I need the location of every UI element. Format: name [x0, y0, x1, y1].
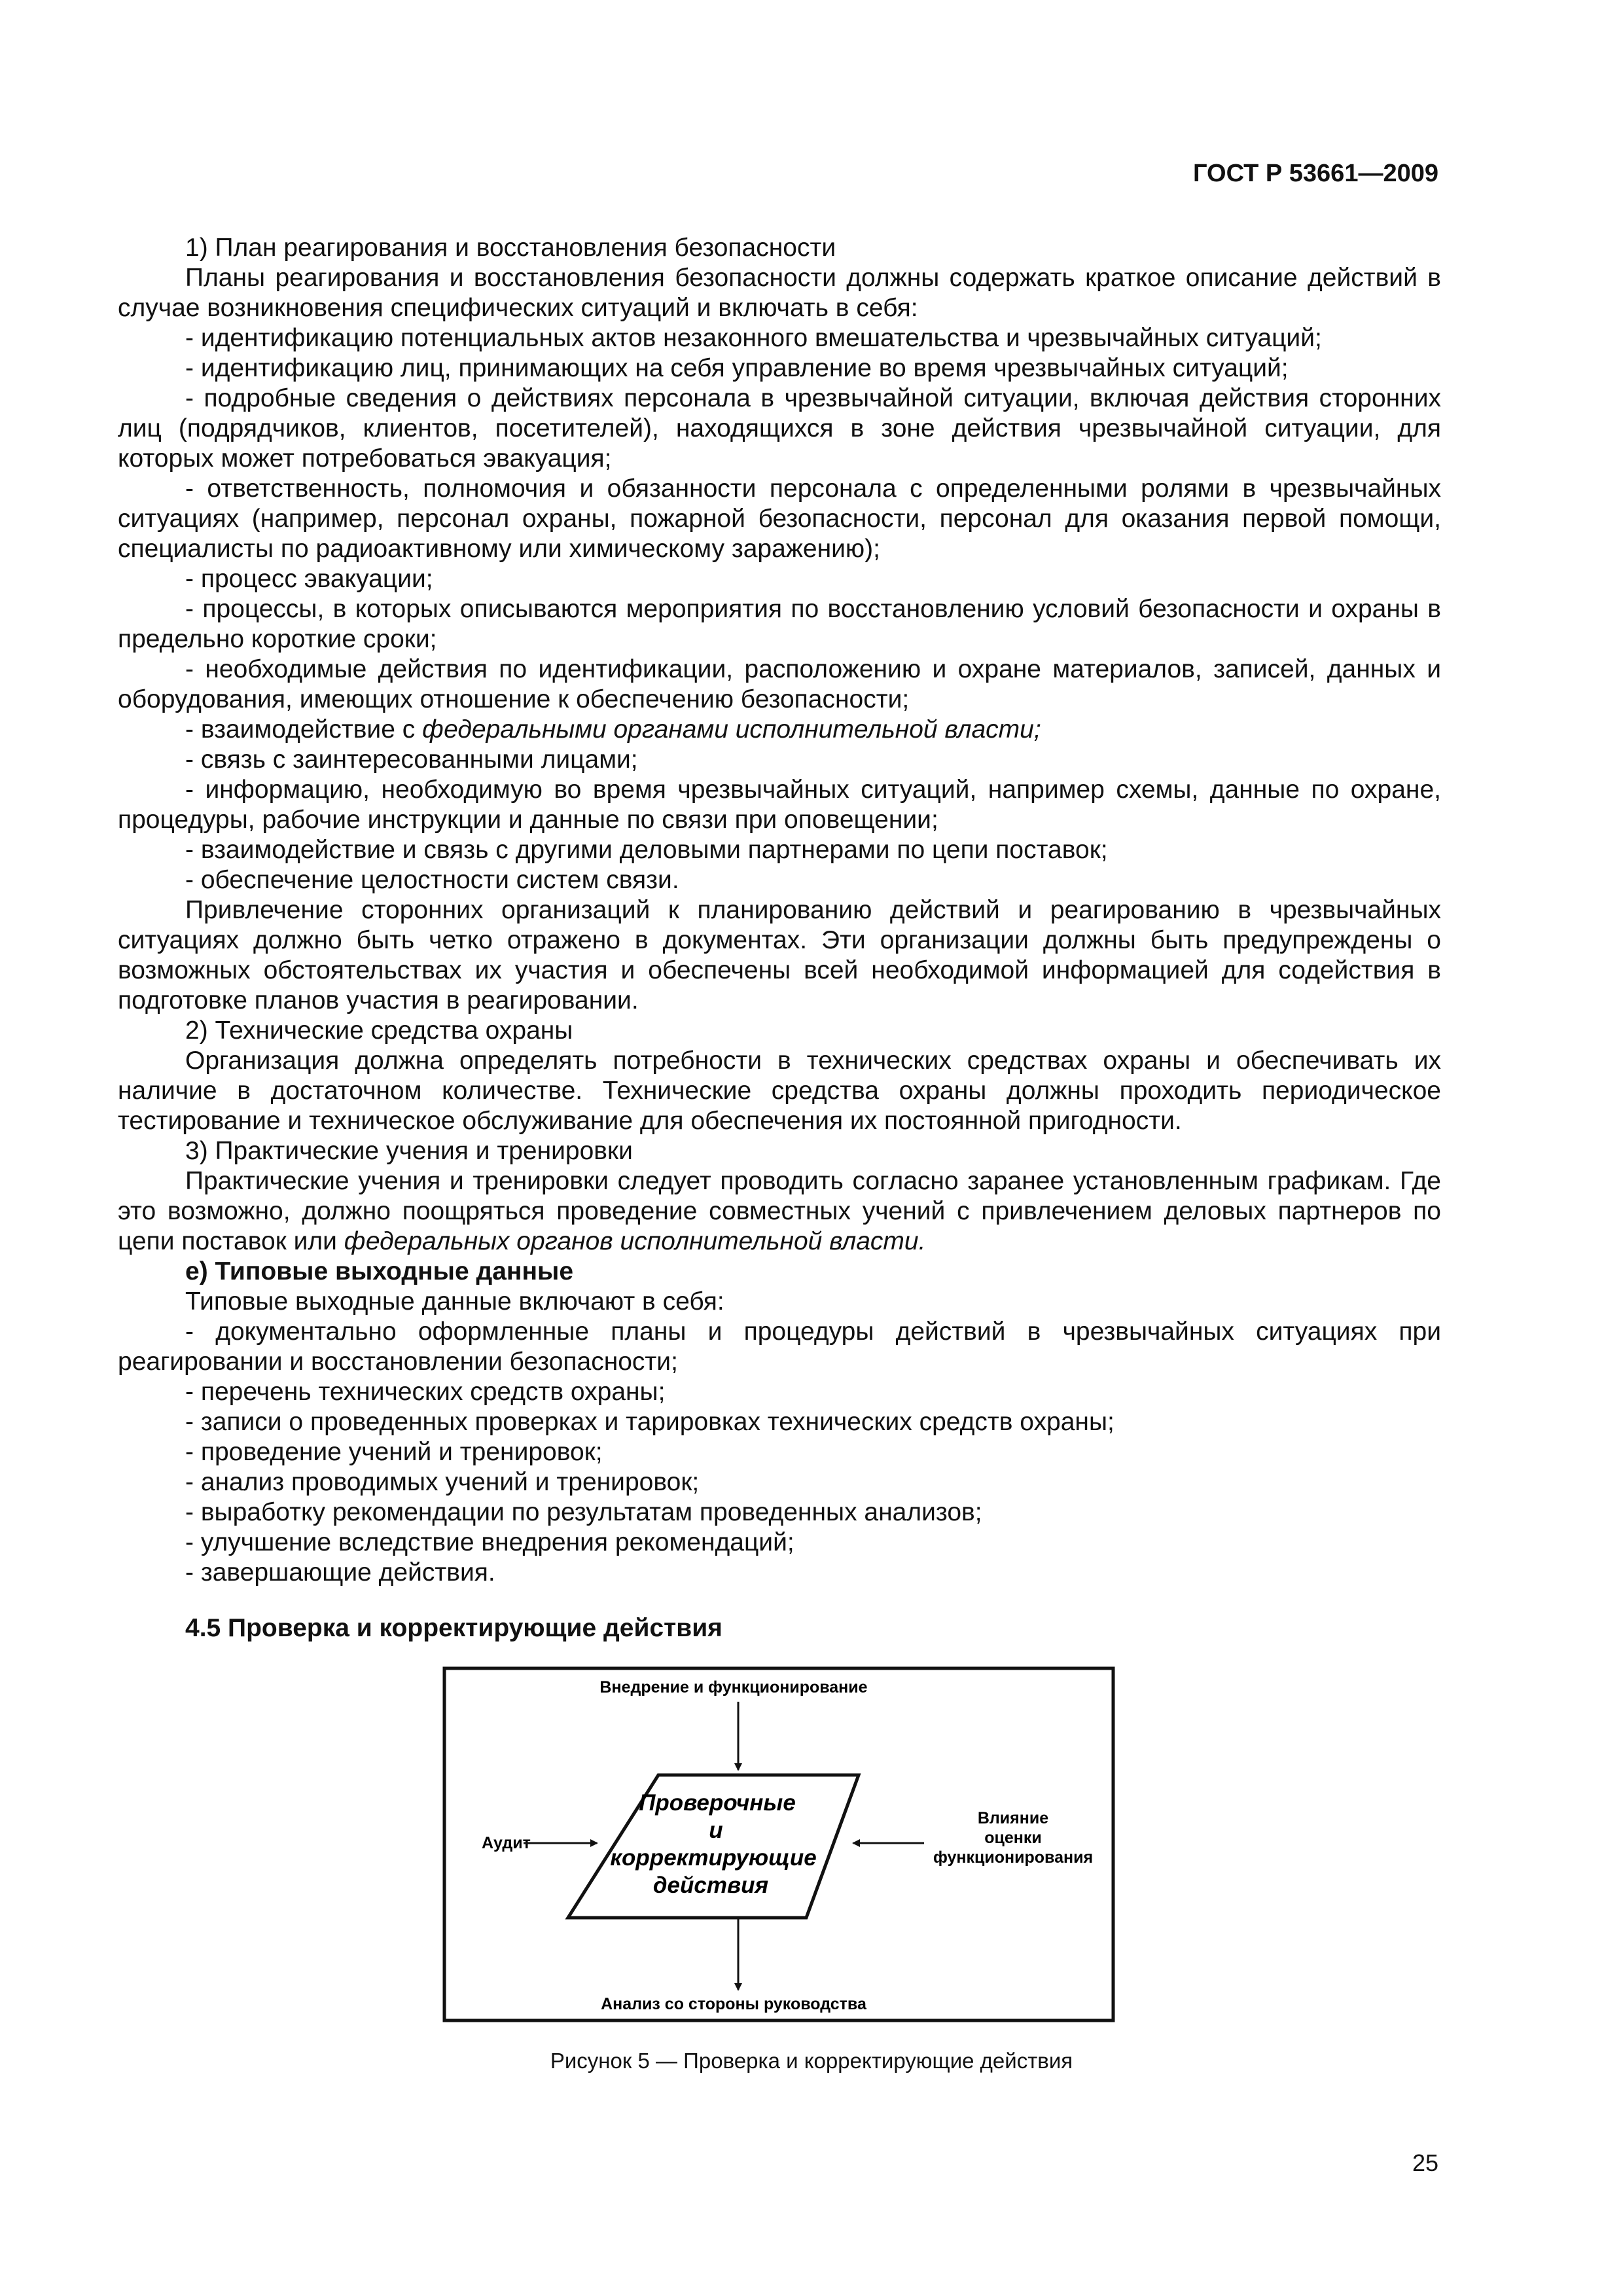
list-item: - идентификацию лиц, принимающих на себя управление во время чрезвычайных ситуаций; — [185, 354, 1289, 382]
list-item: - проведение учений и тренировок; — [185, 1438, 603, 1466]
paragraph: Типовые выходные данные включают в себя: — [185, 1287, 724, 1316]
left-label: Аудит — [482, 1834, 531, 1852]
paragraph: 3) Практические учения и тренировки — [185, 1137, 633, 1165]
page-number: 25 — [1412, 2149, 1438, 2176]
list-item: - обеспечение целостности систем связи. — [185, 866, 679, 894]
list-item: - завершающие действия. — [185, 1558, 495, 1587]
top-label: Внедрение и функционирование — [599, 1678, 868, 1696]
list-item: - процессы, в которых описываются мероприятия по восстановлению условий безопасности и охраны в предельно короткие сроки; — [118, 595, 1441, 653]
paragraph: Планы реагирования и восстановления безопасности должны содержать краткое описание действий в случае возникновения специфических ситуаций и включать в себя: — [118, 264, 1441, 322]
list-item: - информацию, необходимую во время чрезвычайных ситуаций, например схемы, данные по охране, процедуры, рабочие инструкции и данные по связи при оповещении; — [118, 776, 1441, 834]
list-item: - выработку рекомендации по результатам проведенных анализов; — [185, 1498, 982, 1526]
right-label-line-2: оценки — [984, 1829, 1042, 1847]
subsection-heading: е) Типовые выходные данные — [185, 1257, 574, 1285]
list-item: - взаимодействие и связь с другими деловыми партнерами по цепи поставок; — [185, 836, 1108, 864]
list-item: - ответственность, полномочия и обязанности персонала с определенными ролями в чрезвычайных ситуациях (например, персонал охраны, пожарной безопасности, персонал для оказания первой помощи, специалисты по радиоактивному или химическому заражению); — [118, 475, 1441, 563]
right-label-line-3: функционирования — [933, 1848, 1094, 1867]
paragraph — [118, 1166, 1441, 1257]
center-label-line-2: и — [709, 1818, 723, 1843]
section-title: 4.5 Проверка и корректирующие действия — [185, 1614, 722, 1642]
diagram — [442, 1666, 1115, 2022]
paragraph: 2) Технические средства охраны — [185, 1016, 573, 1045]
body-text — [118, 233, 1441, 1588]
paragraph: 1) План реагирования и восстановления безопасности — [185, 234, 836, 262]
center-label-line-3: корректирующие — [610, 1845, 817, 1871]
list-item: - подробные сведения о действиях персонала в чрезвычайной ситуации, включая действия сторонних лиц (подрядчиков, клиентов, посетителей), находящихся в зоне действия чрезвычайной ситуации, для которых может потребоваться эвакуация; — [118, 384, 1441, 473]
list-item: - перечень технических средств охраны; — [185, 1378, 666, 1406]
list-item-text: - взаимодействие с — [185, 715, 423, 744]
paragraph: Привлечение сторонних организаций к планированию действий и реагированию в чрезвычайных ситуациях должно быть четко отражено в документах. Эти организации должны быть предупреждены о возможных обстоятельствах их участия и обеспечены всей необходимой информацией для содействия в подготовке планов участия в реагировании. — [118, 896, 1441, 1014]
list-item: - улучшение вследствие внедрения рекомендаций; — [185, 1528, 794, 1556]
right-label-line-1: Влияние — [977, 1809, 1049, 1827]
list-item: - идентификацию потенциальных актов незаконного вмешательства и чрезвычайных ситуаций; — [185, 324, 1322, 352]
center-label-line-4: действия — [652, 1873, 769, 1898]
paragraph-italic-text: федеральных органов исполнительной власти. — [344, 1227, 926, 1255]
list-item: - необходимые действия по идентификации, расположению и охране материалов, записей, данных и оборудования, имеющих отношение к обеспечению безопасности; — [118, 655, 1441, 713]
center-label-line-1: Проверочные — [639, 1790, 796, 1816]
list-item: - записи о проведенных проверках и тарировках технических средств охраны; — [185, 1408, 1115, 1436]
list-item-italic-text: федеральными органами исполнительной власти; — [422, 715, 1041, 744]
paragraph-text: Практические учения и тренировки следует проводить согласно заранее установленным графикам. Где это возможно, должно поощряться проведение совместных учений с привлечением деловых партнеров по цепи поставок или — [118, 1167, 1441, 1255]
list-item: - анализ проводимых учений и тренировок; — [185, 1468, 700, 1496]
figure-5 — [442, 1666, 1115, 2022]
list-item: - связь с заинтересованными лицами; — [185, 745, 638, 774]
standard-number: ГОСТ Р 53661—2009 — [1193, 160, 1438, 187]
bottom-label: Анализ со стороны руководства — [601, 1995, 866, 2013]
list-item — [118, 715, 1441, 745]
list-item: - процесс эвакуации; — [185, 565, 433, 593]
list-item: - документально оформленные планы и процедуры действий в чрезвычайных ситуациях при реагировании и восстановлении безопасности; — [118, 1318, 1441, 1376]
figure-caption: Рисунок 5 — Проверка и корректирующие действия — [550, 2049, 1073, 2073]
paragraph: Организация должна определять потребности в технических средствах охраны и обеспечивать их наличие в достаточном количестве. Технические средства охраны должны проходить периодическое тестирование и техническое обслуживание для обеспечения их постоянной пригодности. — [118, 1047, 1441, 1135]
